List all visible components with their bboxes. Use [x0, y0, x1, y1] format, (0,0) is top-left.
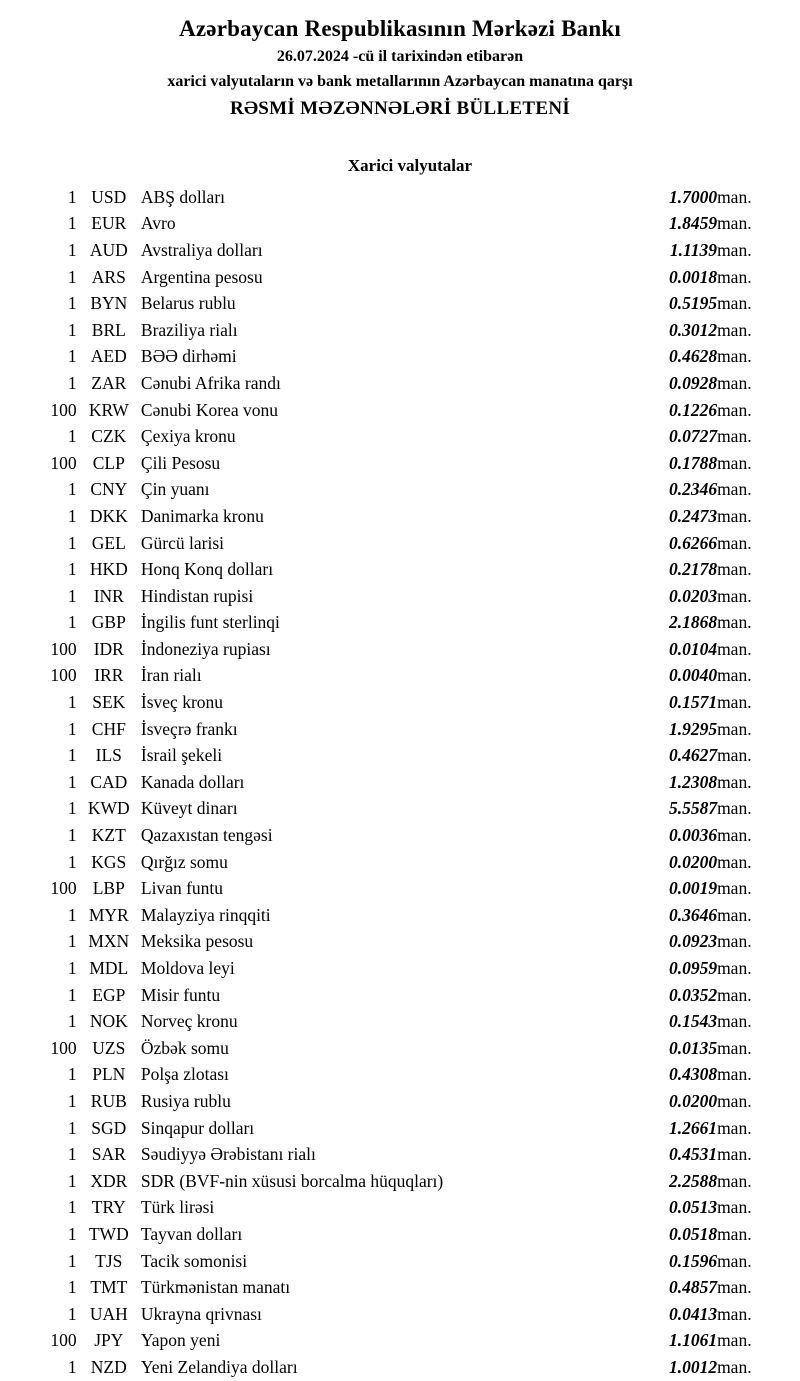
currency-quantity: 1: [67, 612, 77, 633]
currency-code: AED: [90, 346, 127, 367]
table-row: [0, 211, 800, 238]
currency-unit-label: man.: [717, 825, 752, 846]
currency-rate: 0.0104: [668, 638, 718, 659]
table-row: [0, 184, 800, 211]
currency-code: TMT: [90, 1277, 128, 1298]
currency-rate: 0.3646: [668, 904, 718, 925]
currency-unit-label: man.: [717, 692, 752, 713]
currency-name: Belarus rublu: [140, 293, 236, 314]
currency-code: TJS: [95, 1250, 123, 1271]
currency-name: Çin yuanı: [140, 479, 210, 500]
currency-unit-label: man.: [717, 798, 752, 819]
currency-name: Çili Pesosu: [140, 452, 221, 473]
currency-quantity: 1: [67, 825, 77, 846]
currency-code: LBP: [92, 878, 125, 899]
currency-code: MDL: [89, 958, 129, 979]
currency-unit-label: man.: [717, 1330, 752, 1351]
currency-quantity: 1: [67, 1223, 77, 1244]
currency-unit-label: man.: [717, 239, 752, 260]
currency-unit-label: man.: [717, 1090, 752, 1111]
currency-quantity: 1: [67, 479, 77, 500]
currency-unit-label: man.: [717, 958, 752, 979]
currency-unit-label: man.: [717, 1356, 752, 1377]
currency-rate: 5.5587: [668, 798, 718, 819]
exchange-rates-table: [0, 184, 800, 1381]
currency-unit-label: man.: [717, 293, 752, 314]
currency-unit-label: man.: [717, 559, 752, 580]
currency-code: JPY: [94, 1330, 124, 1351]
currency-name: İsveç kronu: [140, 692, 224, 713]
currency-unit-label: man.: [717, 771, 752, 792]
table-row: [0, 636, 800, 663]
currency-rate: 1.9295: [668, 718, 718, 739]
currency-rate: 0.0513: [668, 1197, 718, 1218]
currency-rate: 1.1061: [668, 1330, 718, 1351]
currency-unit-label: man.: [717, 505, 752, 526]
currency-code: PLN: [92, 1064, 126, 1085]
currency-code: DKK: [89, 505, 128, 526]
currency-quantity: 1: [67, 1117, 77, 1138]
currency-name: Yapon yeni: [140, 1330, 221, 1351]
currency-code: XDR: [90, 1170, 128, 1191]
currency-unit-label: man.: [717, 452, 752, 473]
currency-rate: 1.7000: [668, 186, 718, 207]
currency-unit-label: man.: [717, 878, 752, 899]
currency-rate: 0.0518: [668, 1223, 718, 1244]
currency-name: İndoneziya rupiası: [140, 638, 271, 659]
currency-unit-label: man.: [717, 1064, 752, 1085]
currency-unit-label: man.: [717, 372, 752, 393]
currency-rate: 0.4628: [668, 346, 718, 367]
currency-rate: 0.5195: [668, 293, 718, 314]
table-row: [0, 716, 800, 743]
table-row: [0, 1035, 800, 1062]
currency-unit-label: man.: [717, 1170, 752, 1191]
table-row: [0, 1301, 800, 1328]
currency-code: EGP: [92, 984, 126, 1005]
currency-rate: 0.1571: [668, 692, 718, 713]
currency-code: CLP: [92, 452, 125, 473]
currency-quantity: 1: [67, 559, 77, 580]
currency-quantity: 100: [50, 399, 77, 420]
currency-unit-label: man.: [717, 904, 752, 925]
table-row: [0, 822, 800, 849]
table-row: [0, 742, 800, 769]
currency-rate: 0.1788: [668, 452, 718, 473]
table-row: [0, 796, 800, 823]
currency-unit-label: man.: [717, 266, 752, 287]
currency-name: Braziliya rialı: [140, 319, 238, 340]
currency-unit-label: man.: [717, 745, 752, 766]
currency-quantity: 100: [50, 1037, 77, 1058]
currency-name: BƏƏ dirhəmi: [140, 346, 237, 367]
currency-quantity: 1: [67, 1011, 77, 1032]
table-row: [0, 1274, 800, 1301]
currency-rate: 0.0413: [668, 1303, 718, 1324]
currency-name: İsveçrə frankı: [140, 718, 238, 739]
table-row: [0, 769, 800, 796]
table-row: [0, 875, 800, 902]
currency-rate: 1.1139: [669, 239, 718, 260]
currency-code: CZK: [91, 426, 127, 447]
bank-name: Azərbaycan Respublikasının Mərkəzi Bankı: [179, 16, 621, 41]
currency-rate: 0.0923: [668, 931, 718, 952]
currency-rate: 0.0019: [668, 878, 718, 899]
currency-unit-label: man.: [717, 1197, 752, 1218]
currency-unit-label: man.: [717, 426, 752, 447]
table-row: [0, 1328, 800, 1355]
currency-name: SDR (BVF-nin xüsusi borcalma hüquqları): [140, 1170, 444, 1191]
currency-code: MYR: [88, 904, 129, 925]
currency-unit-label: man.: [717, 984, 752, 1005]
currency-quantity: 1: [67, 1356, 77, 1377]
currency-rate: 0.0018: [668, 266, 718, 287]
currency-name: Avro: [140, 213, 176, 234]
table-row: [0, 1062, 800, 1089]
currency-code: KRW: [88, 399, 129, 420]
currency-rate: 0.0135: [668, 1037, 718, 1058]
currency-name: Meksika pesosu: [140, 931, 254, 952]
currency-code: GEL: [91, 532, 126, 553]
table-row: [0, 317, 800, 344]
currency-quantity: 1: [67, 186, 77, 207]
currency-unit-label: man.: [717, 1117, 752, 1138]
currency-quantity: 1: [67, 1303, 77, 1324]
currency-unit-label: man.: [717, 399, 752, 420]
currency-rate: 0.4627: [668, 745, 718, 766]
currency-quantity: 100: [50, 452, 77, 473]
currency-rate: 1.2661: [668, 1117, 718, 1138]
currency-code: ZAR: [91, 372, 127, 393]
currency-name: Polşa zlotası: [140, 1064, 229, 1085]
currency-rate: 0.0036: [668, 825, 718, 846]
table-row: [0, 982, 800, 1009]
currency-quantity: 1: [67, 1090, 77, 1111]
currency-quantity: 1: [67, 266, 77, 287]
currency-name: İsrail şekeli: [140, 745, 223, 766]
currency-name: Qazaxıstan tengəsi: [140, 825, 273, 846]
currency-name: Səudiyyə Ərəbistanı rialı: [140, 1144, 316, 1165]
section-title-foreign-currencies: Xarici valyutalar: [347, 156, 473, 175]
currency-code: BRL: [91, 319, 126, 340]
currency-quantity: 100: [50, 878, 77, 899]
currency-code: CHF: [91, 718, 126, 739]
currency-code: TRY: [91, 1197, 126, 1218]
currency-code: SGD: [91, 1117, 127, 1138]
currency-quantity: 1: [67, 213, 77, 234]
table-row: [0, 583, 800, 610]
currency-code: RUB: [90, 1090, 127, 1111]
currency-name: Avstraliya dolları: [140, 239, 263, 260]
currency-unit-label: man.: [717, 931, 752, 952]
currency-name: Hindistan rupisi: [140, 585, 254, 606]
currency-name: Küveyt dinarı: [140, 798, 238, 819]
currency-quantity: 1: [67, 346, 77, 367]
currency-rate: 0.2473: [668, 505, 718, 526]
table-row: [0, 556, 800, 583]
currency-quantity: 1: [67, 984, 77, 1005]
currency-name: İngilis funt sterlinqi: [140, 612, 280, 633]
currency-code: ILS: [95, 745, 122, 766]
currency-name: İran rialı: [140, 665, 202, 686]
currency-quantity: 1: [67, 1197, 77, 1218]
currency-code: ARS: [91, 266, 126, 287]
table-row: [0, 1221, 800, 1248]
currency-rate: 0.0040: [668, 665, 718, 686]
currency-quantity: 1: [67, 239, 77, 260]
table-row: [0, 1195, 800, 1222]
currency-quantity: 1: [67, 1277, 77, 1298]
currency-quantity: 100: [50, 665, 77, 686]
table-row: [0, 1008, 800, 1035]
currency-name: Özbək somu: [140, 1037, 229, 1058]
table-row: [0, 689, 800, 716]
currency-unit-label: man.: [717, 851, 752, 872]
currency-name: Türk lirəsi: [140, 1197, 215, 1218]
currency-name: Misir funtu: [140, 984, 221, 1005]
currency-name: Yeni Zelandiya dolları: [140, 1356, 298, 1377]
currency-code: MXN: [88, 931, 130, 952]
currency-rate: 0.4531: [668, 1144, 718, 1165]
currency-rate: 0.3012: [668, 319, 718, 340]
currency-unit-label: man.: [717, 479, 752, 500]
currency-quantity: 1: [67, 319, 77, 340]
currency-rate: 0.1226: [668, 399, 718, 420]
currency-name: Argentina pesosu: [140, 266, 263, 287]
currency-unit-label: man.: [717, 1037, 752, 1058]
currency-name: Tacik somonisi: [140, 1250, 248, 1271]
currency-rate: 0.2346: [668, 479, 718, 500]
currency-quantity: 1: [67, 426, 77, 447]
currency-code: TWD: [88, 1223, 129, 1244]
currency-code: EUR: [91, 213, 127, 234]
currency-code: KGS: [91, 851, 127, 872]
currency-code: IRR: [94, 665, 124, 686]
currency-quantity: 1: [67, 372, 77, 393]
table-row: [0, 1141, 800, 1168]
currency-name: Tayvan dolları: [140, 1223, 243, 1244]
currency-rate: 0.4308: [668, 1064, 718, 1085]
currency-quantity: 1: [67, 1170, 77, 1191]
currency-code: INR: [93, 585, 124, 606]
currency-unit-label: man.: [717, 718, 752, 739]
currency-name: Türkmənistan manatı: [140, 1277, 291, 1298]
table-row: [0, 503, 800, 530]
currency-name: Ukrayna qrivnası: [140, 1303, 262, 1324]
currency-rate: 2.2588: [668, 1170, 718, 1191]
table-row: [0, 370, 800, 397]
currency-rate: 0.2178: [668, 559, 718, 580]
currency-quantity: 1: [67, 718, 77, 739]
currency-name: Çexiya kronu: [140, 426, 236, 447]
table-row: [0, 530, 800, 557]
currency-quantity: 1: [67, 1064, 77, 1085]
table-row: [0, 477, 800, 504]
currency-unit-label: man.: [717, 612, 752, 633]
currency-unit-label: man.: [717, 186, 752, 207]
currency-rate: 0.0200: [668, 851, 718, 872]
currency-unit-label: man.: [717, 1250, 752, 1271]
currency-name: Livan funtu: [140, 878, 224, 899]
table-row: [0, 902, 800, 929]
currency-code: CAD: [90, 771, 128, 792]
currency-name: ABŞ dolları: [140, 186, 226, 207]
currency-name: Kanada dolları: [140, 771, 245, 792]
currency-quantity: 1: [67, 1250, 77, 1271]
currency-unit-label: man.: [717, 319, 752, 340]
currency-unit-label: man.: [717, 665, 752, 686]
currency-unit-label: man.: [717, 213, 752, 234]
currency-quantity: 1: [67, 931, 77, 952]
currency-quantity: 1: [67, 293, 77, 314]
currency-rate: 0.0352: [668, 984, 718, 1005]
table-row: [0, 290, 800, 317]
currency-name: Cənubi Korea vonu: [140, 399, 278, 420]
currency-name: Honq Konq dolları: [140, 559, 274, 580]
currency-unit-label: man.: [717, 1144, 752, 1165]
currency-rate: 0.0928: [668, 372, 718, 393]
currency-code: UAH: [89, 1303, 128, 1324]
currency-quantity: 1: [67, 904, 77, 925]
currency-quantity: 100: [50, 638, 77, 659]
currency-name: Cənubi Afrika randı: [140, 372, 281, 393]
currency-rate: 1.2308: [668, 771, 718, 792]
currency-code: KZT: [91, 825, 126, 846]
currency-name: Malayziya rinqqiti: [140, 904, 271, 925]
currency-code: USD: [91, 186, 127, 207]
currency-rate: 0.1543: [668, 1011, 718, 1032]
currency-unit-label: man.: [717, 1223, 752, 1244]
currency-code: IDR: [93, 638, 124, 659]
currency-code: HKD: [89, 559, 128, 580]
currency-quantity: 1: [67, 532, 77, 553]
currency-code: AUD: [89, 239, 128, 260]
currency-name: Gürcü larisi: [140, 532, 225, 553]
currency-code: CNY: [90, 479, 128, 500]
table-row: [0, 1115, 800, 1142]
table-row: [0, 955, 800, 982]
table-row: [0, 1248, 800, 1275]
currency-rate: 0.0959: [668, 958, 718, 979]
currency-unit-label: man.: [717, 532, 752, 553]
currency-name: Sinqapur dolları: [140, 1117, 255, 1138]
currency-code: SEK: [92, 692, 126, 713]
currency-rate: 0.0203: [668, 585, 718, 606]
currency-rate: 0.0200: [668, 1090, 718, 1111]
table-row: [0, 1168, 800, 1195]
currency-rate: 0.6266: [668, 532, 718, 553]
currency-quantity: 100: [50, 1330, 77, 1351]
currency-quantity: 1: [67, 585, 77, 606]
table-row: [0, 423, 800, 450]
currency-quantity: 1: [67, 692, 77, 713]
currency-name: Danimarka kronu: [140, 505, 264, 526]
currency-name: Moldova leyi: [140, 958, 235, 979]
currency-name: Rusiya rublu: [140, 1090, 231, 1111]
currency-rate: 1.8459: [668, 213, 718, 234]
document-title: RƏSMİ MƏZƏNNƏLƏRİ BÜLLETENİ: [229, 98, 571, 119]
currency-quantity: 1: [67, 1144, 77, 1165]
currency-unit-label: man.: [717, 585, 752, 606]
currency-unit-label: man.: [717, 346, 752, 367]
table-row: [0, 610, 800, 637]
currency-rate: 0.1596: [668, 1250, 718, 1271]
currency-rate: 0.0727: [668, 426, 718, 447]
table-row: [0, 1088, 800, 1115]
currency-code: KWD: [87, 798, 130, 819]
currency-code: NZD: [90, 1356, 127, 1377]
currency-rate: 1.0012: [668, 1356, 718, 1377]
document-subtitle: xarici valyutaların və bank metallarının Azərbaycan manatına qarşı: [167, 73, 633, 90]
table-row: [0, 237, 800, 264]
table-row: [0, 450, 800, 477]
table-row: [0, 929, 800, 956]
currency-code: BYN: [90, 293, 128, 314]
table-row: [0, 663, 800, 690]
document-header: [0, 16, 800, 120]
table-row: [0, 849, 800, 876]
table-row: [0, 264, 800, 291]
currency-rate: 0.4857: [668, 1277, 718, 1298]
currency-code: GBP: [91, 612, 126, 633]
currency-quantity: 1: [67, 958, 77, 979]
currency-name: Norveç kronu: [140, 1011, 238, 1032]
currency-code: UZS: [92, 1037, 126, 1058]
currency-unit-label: man.: [717, 1277, 752, 1298]
currency-quantity: 1: [67, 505, 77, 526]
currency-code: NOK: [89, 1011, 128, 1032]
currency-name: Qırğız somu: [140, 851, 228, 872]
currency-rate: 2.1868: [668, 612, 718, 633]
currency-unit-label: man.: [717, 1303, 752, 1324]
currency-unit-label: man.: [717, 638, 752, 659]
currency-quantity: 1: [67, 798, 77, 819]
currency-unit-label: man.: [717, 1011, 752, 1032]
effective-date-line: 26.07.2024 -cü il tarixindən etibarən: [276, 48, 524, 65]
table-row: [0, 344, 800, 371]
currency-quantity: 1: [67, 745, 77, 766]
currency-code: SAR: [91, 1144, 126, 1165]
currency-quantity: 1: [67, 771, 77, 792]
table-row: [0, 397, 800, 424]
currency-quantity: 1: [67, 851, 77, 872]
